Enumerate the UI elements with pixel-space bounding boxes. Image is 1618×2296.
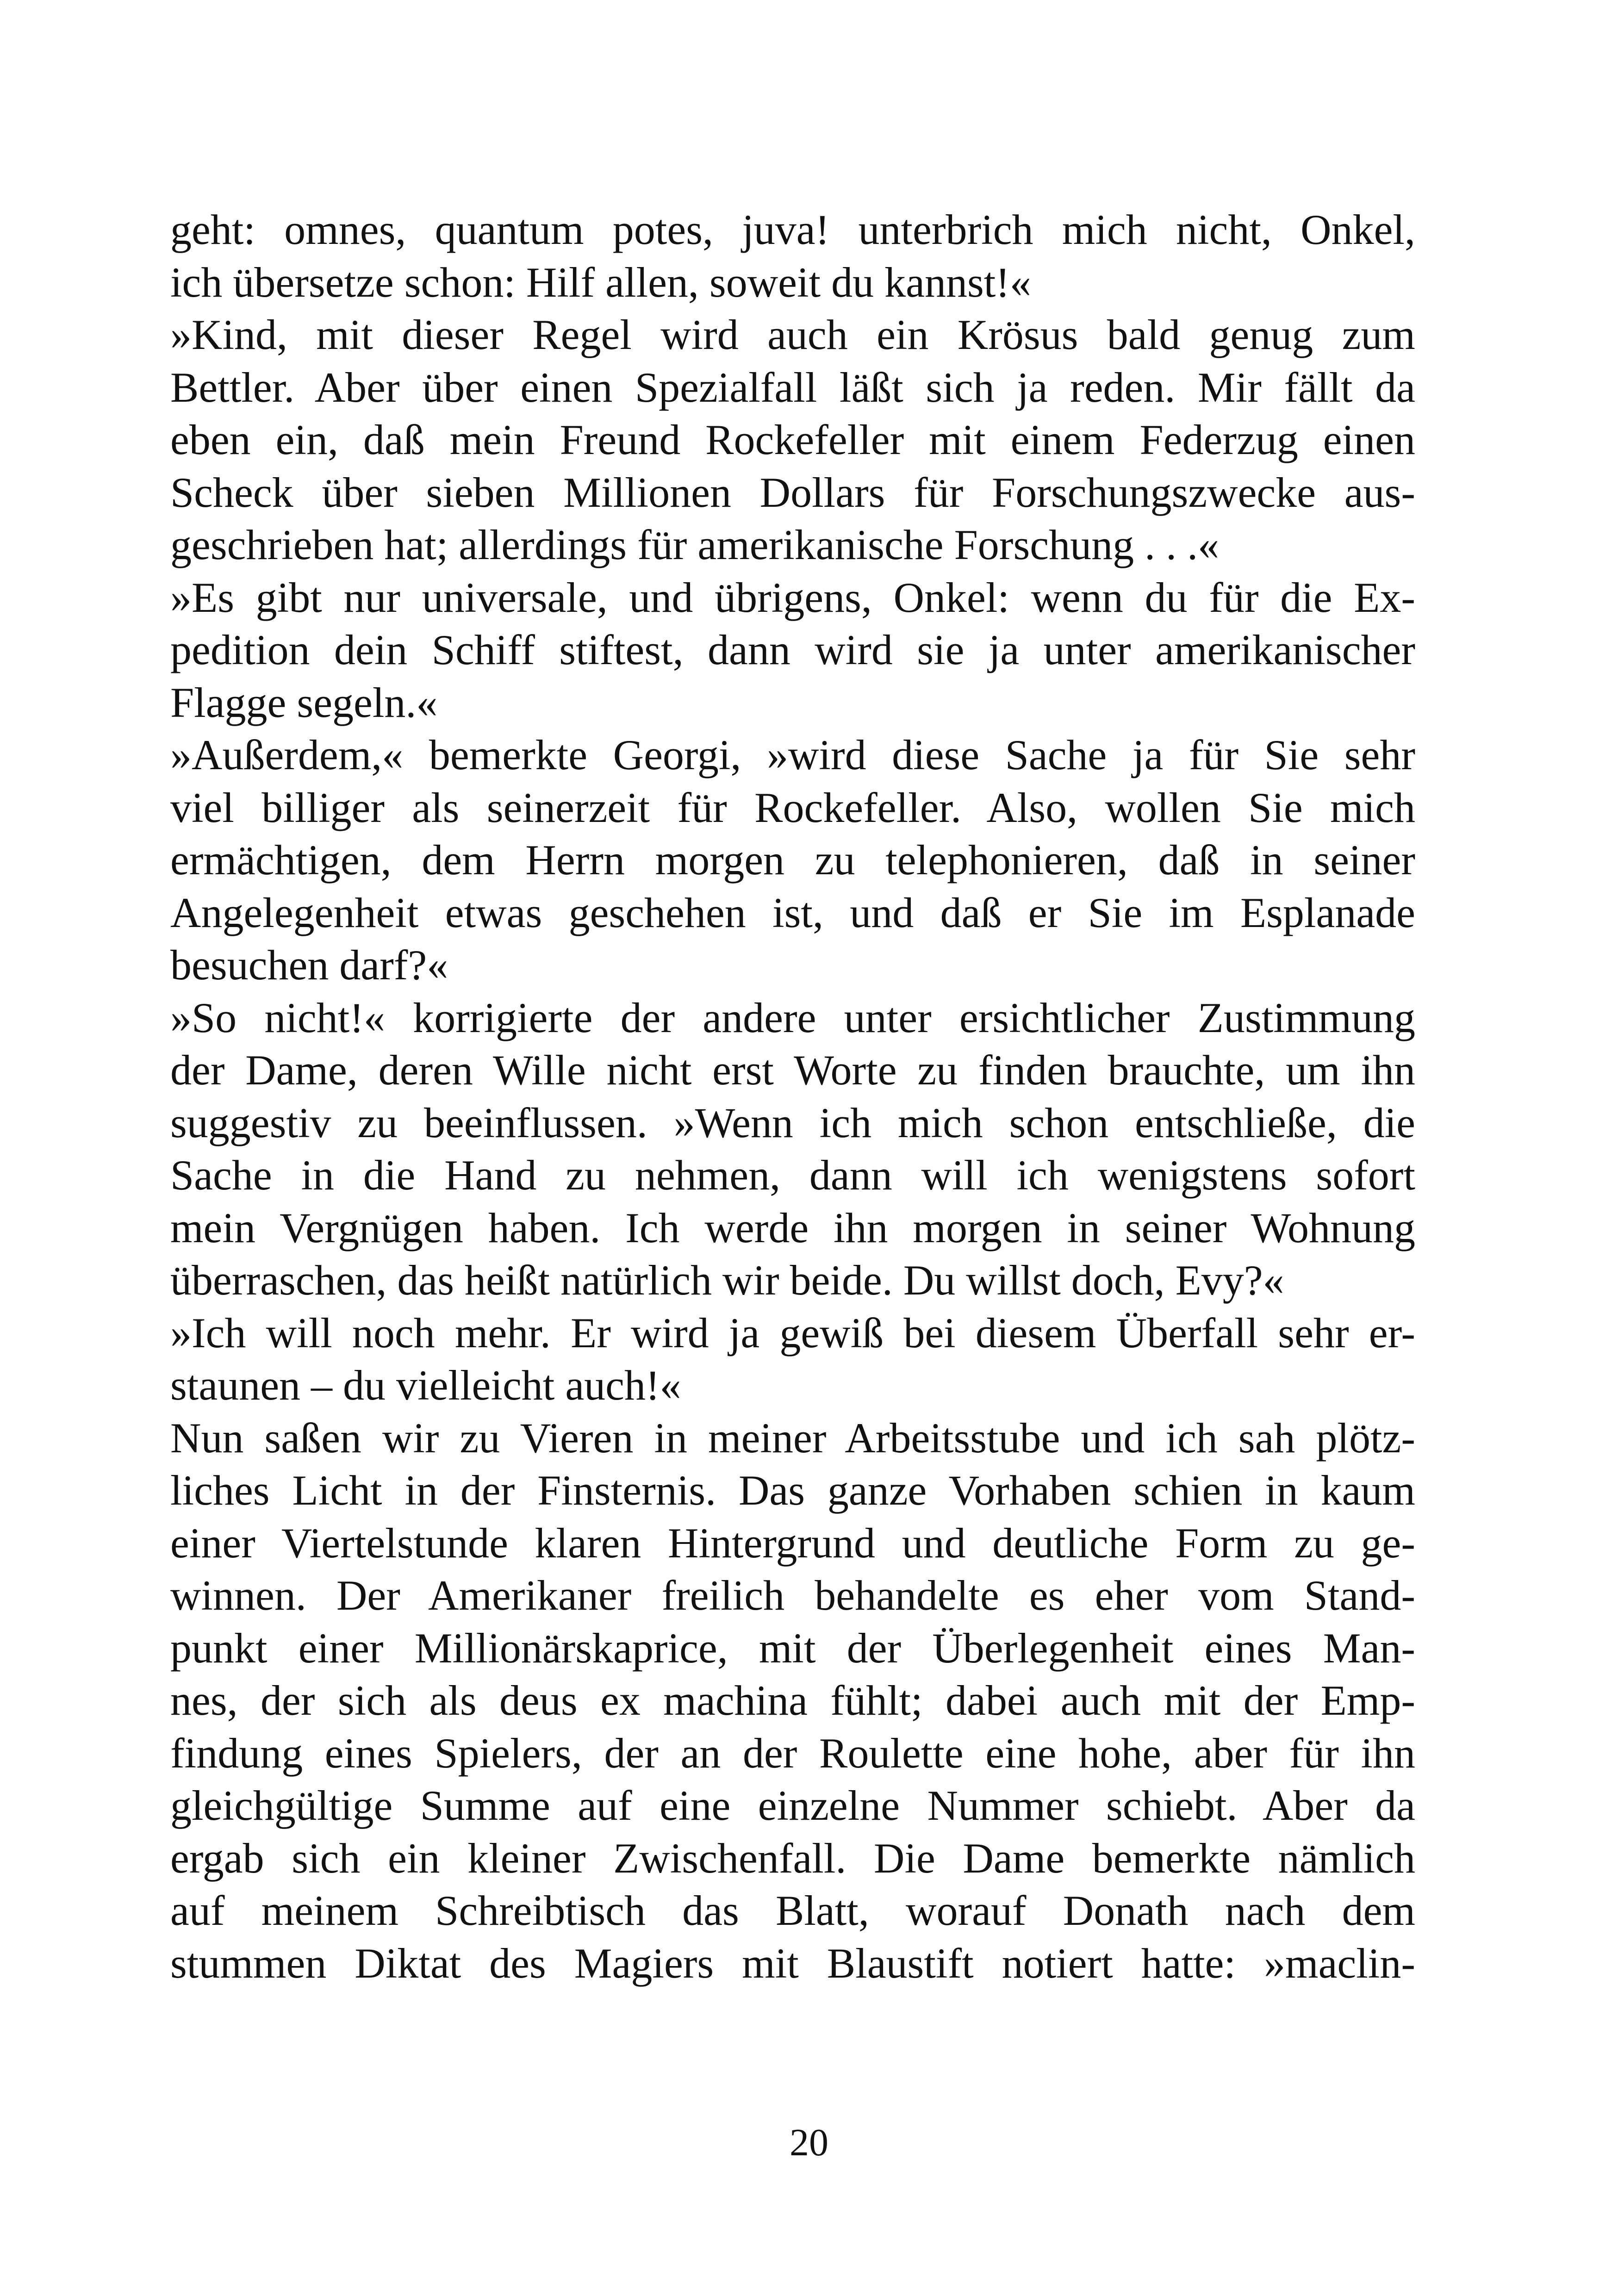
page-number: 20: [790, 2121, 828, 2164]
text-line: staunen – du vielleicht auch!«: [170, 1362, 681, 1409]
text-line: Nun saßen wir zu Vieren in meiner Arbeitsstube und ich sah plötz-: [170, 1414, 1415, 1462]
text-line: ergab sich ein kleiner Zwischenfall. Die Dame bemerkte nämlich: [170, 1834, 1415, 1882]
text-line: mein Vergnügen haben. Ich werde ihn morgen in seiner Wohnung: [170, 1204, 1415, 1251]
text-line: Scheck über sieben Millionen Dollars für Forschungszwecke aus-: [170, 468, 1415, 516]
text-line: pedition dein Schiff stiftest, dann wird sie ja unter amerikanischer: [170, 626, 1415, 673]
text-line: gleichgültige Summe auf eine einzelne Nummer schiebt. Aber da: [170, 1782, 1415, 1829]
text-line: »So nicht!« korrigierte der andere unter ersichtlicher Zustimmung: [170, 994, 1415, 1041]
text-line: viel billiger als seinerzeit für Rockefeller. Also, wollen Sie mich: [170, 784, 1415, 831]
text-line: geht: omnes, quantum potes, juva! unterbrich mich nicht, Onkel,: [170, 206, 1415, 253]
text-line: findung eines Spielers, der an der Roulette eine hohe, aber für ihn: [170, 1729, 1415, 1777]
text-line: Angelegenheit etwas geschehen ist, und daß er Sie im Esplanade: [170, 889, 1415, 936]
text-line: »Es gibt nur universale, und übrigens, Onkel: wenn du für die Ex-: [170, 573, 1415, 621]
text-line: »Ich will noch mehr. Er wird ja gewiß bei diesem Überfall sehr er-: [170, 1309, 1415, 1356]
text-line: »Kind, mit dieser Regel wird auch ein Krösus bald genug zum: [170, 311, 1415, 358]
text-line: besuchen darf?«: [170, 941, 448, 989]
text-line: Sache in die Hand zu nehmen, dann will ich wenigstens sofort: [170, 1151, 1415, 1199]
text-line: Flagge segeln.«: [170, 678, 438, 726]
text-line: suggestiv zu beeinflussen. »Wenn ich mich schon entschließe, die: [170, 1099, 1415, 1146]
text-line: »Außerdem,« bemerkte Georgi, »wird diese Sache ja für Sie sehr: [170, 731, 1415, 778]
text-line: geschrieben hat; allerdings für amerikanische Forschung . . .«: [170, 521, 1220, 568]
text-line: einer Viertelstunde klaren Hintergrund und deutliche Form zu ge-: [170, 1519, 1415, 1567]
text-line: liches Licht in der Finsternis. Das ganze Vorhaben schien in kaum: [170, 1467, 1415, 1514]
text-line: überraschen, das heißt natürlich wir beide. Du willst doch, Evy?«: [170, 1257, 1284, 1304]
text-line: punkt einer Millionärskaprice, mit der Überlegenheit eines Man-: [170, 1624, 1415, 1672]
text-line: nes, der sich als deus ex machina fühlt; dabei auch mit der Emp-: [170, 1677, 1415, 1724]
text-line: winnen. Der Amerikaner freilich behandelte es eher vom Stand-: [170, 1572, 1415, 1619]
text-line: stummen Diktat des Magiers mit Blaustift notiert hatte: »maclin-: [170, 1939, 1415, 1987]
text-line: auf meinem Schreibtisch das Blatt, worauf Donath nach dem: [170, 1887, 1415, 1934]
text-line: der Dame, deren Wille nicht erst Worte zu finden brauchte, um ihn: [170, 1046, 1415, 1094]
text-line: Bettler. Aber über einen Spezialfall läßt sich ja reden. Mir fällt da: [170, 363, 1415, 411]
body-text: [170, 204, 1415, 1990]
text-line: ermächtigen, dem Herrn morgen zu telephonieren, daß in seiner: [170, 836, 1415, 884]
text-line: ich übersetze schon: Hilf allen, soweit du kannst!«: [170, 258, 1031, 306]
text-line: eben ein, daß mein Freund Rockefeller mit einem Federzug einen: [170, 416, 1415, 463]
